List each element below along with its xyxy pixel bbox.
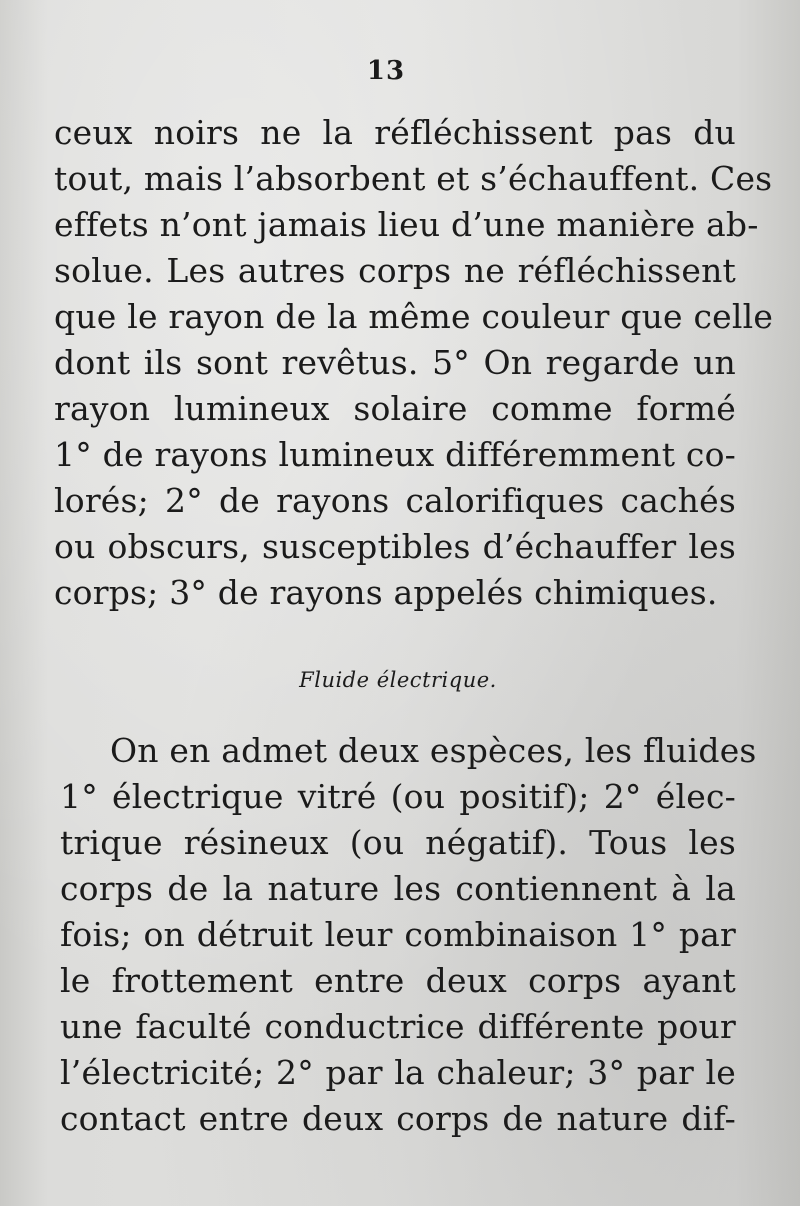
text-line: que le rayon de la même couleur que celle xyxy=(54,297,774,336)
paragraph-light-rays xyxy=(54,110,774,616)
text-line: On en admet deux espèces, les fluides xyxy=(110,731,757,770)
text-line: rayon lumineux solaire comme formé xyxy=(54,389,736,428)
text-line: l’électricité; 2° par la chaleur; 3° par le xyxy=(60,1053,736,1092)
paragraph-electric-fluid xyxy=(60,728,757,1142)
text-line: corps de la nature les contiennent à la xyxy=(60,869,736,908)
text-line: une faculté conductrice différente pour xyxy=(60,1007,736,1046)
text-line: corps; 3° de rayons appelés chimiques. xyxy=(54,573,718,612)
text-line: 1° électrique vitré (ou positif); 2° élec- xyxy=(60,777,736,816)
text-line: fois; on détruit leur combinaison 1° par xyxy=(60,915,736,954)
text-line: lorés; 2° de rayons calorifiques cachés xyxy=(54,481,736,520)
text-line: effets n’ont jamais lieu d’une manière ab- xyxy=(54,205,759,244)
page-number: 13 xyxy=(366,56,406,86)
text-line: ou obscurs, susceptibles d’échauffer les xyxy=(54,527,736,566)
text-line: le frottement entre deux corps ayant xyxy=(60,961,736,1000)
text-line: dont ils sont revêtus. 5° On regarde un xyxy=(54,343,736,382)
text-line: contact entre deux corps de nature dif- xyxy=(60,1099,736,1138)
text-line: ceux noirs ne la réfléchissent pas du xyxy=(54,113,736,152)
text-line: trique résineux (ou négatif). Tous les xyxy=(60,823,736,862)
section-heading: Fluide électrique. xyxy=(299,668,497,692)
text-line: solue. Les autres corps ne réfléchissent xyxy=(54,251,736,290)
text-line: 1° de rayons lumineux différemment co- xyxy=(54,435,736,474)
text-line: tout, mais l’absorbent et s’échauffent. Ces xyxy=(54,159,773,198)
